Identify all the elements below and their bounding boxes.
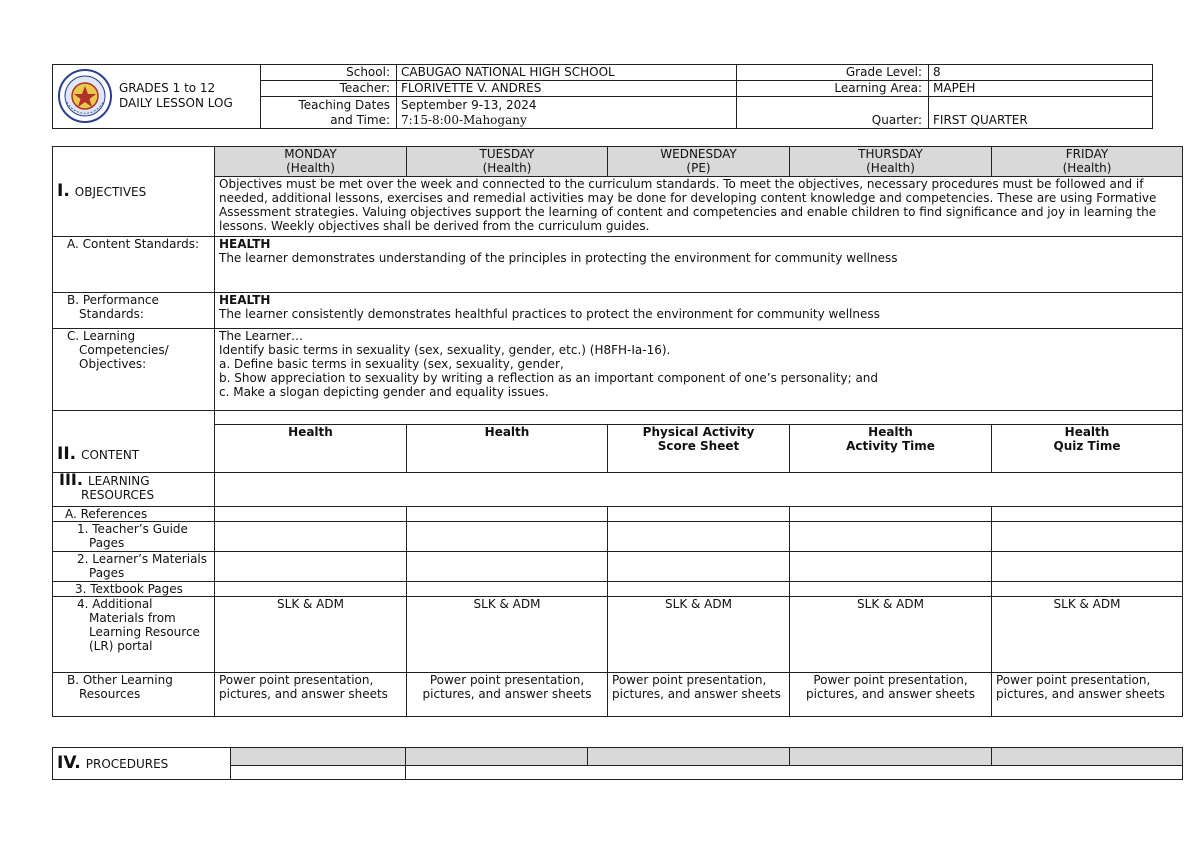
lr-tuesday: SLK & ADM: [407, 597, 608, 673]
log-title-line2: DAILY LESSON LOG: [119, 96, 233, 110]
header-table: [52, 64, 1153, 129]
day-sub: (Health): [482, 161, 532, 175]
content-roman: II.: [57, 444, 77, 464]
content-line1: Health: [288, 425, 333, 439]
deped-seal-icon: [57, 68, 113, 124]
other-resources-label-text: B. Other Learning Resources: [67, 673, 173, 701]
other-friday: Power point presentation, pictures, and answer sheets: [992, 673, 1183, 717]
competencies-line5: c. Make a slogan depicting gender and equality issues.: [219, 385, 549, 399]
content-line1: Health: [484, 425, 530, 439]
performance-standards-cell: [215, 293, 1183, 329]
log-title-line1: GRADES 1 to 12: [119, 81, 216, 95]
empty-cell: [790, 522, 992, 552]
teaching-dates-value: [397, 97, 737, 129]
performance-standards-label-text: B. Performance Standards:: [67, 293, 159, 321]
grade-level-value: 8: [929, 65, 1153, 81]
learning-resources-spacer: [215, 473, 1183, 507]
performance-standards-heading: HEALTH: [219, 293, 271, 307]
competencies-label-text: C. Learning Competencies/ Objectives:: [67, 329, 169, 371]
content-line1: Health: [868, 425, 913, 439]
learning-resources-label-cell: [53, 473, 215, 507]
empty-cell: [790, 507, 992, 522]
empty-cell: [790, 582, 992, 597]
empty-cell: [407, 552, 608, 582]
logo-cell: [53, 65, 261, 129]
empty-cell: [992, 522, 1183, 552]
content-standards-heading: HEALTH: [219, 237, 271, 251]
lr-thursday: SLK & ADM: [790, 597, 992, 673]
teacher-label: Teacher:: [261, 81, 397, 97]
content-tuesday: [407, 425, 608, 473]
content-line2: Score Sheet: [657, 439, 740, 453]
learning-resources-label: LEARNING RESOURCES: [81, 474, 155, 502]
day-sub: (Health): [286, 161, 335, 175]
teaching-dates-label: [261, 97, 397, 129]
day-name: WEDNESDAY: [660, 147, 737, 161]
content-monday: [215, 425, 407, 473]
empty-cell: [790, 552, 992, 582]
empty-cell: [608, 552, 790, 582]
other-thursday: Power point presentation, pictures, and answer sheets: [790, 673, 992, 717]
content-wednesday: [608, 425, 790, 473]
content-standards-text: The learner demonstrates understanding of the principles in protecting the environment for community wellness: [219, 251, 898, 265]
content-thursday: [790, 425, 992, 473]
content-line1: Health: [1064, 425, 1110, 439]
procedures-roman: IV.: [57, 753, 81, 773]
procedures-empty-cell: [231, 766, 406, 780]
teacher-value: FLORIVETTE V. ANDRES: [397, 81, 737, 97]
objectives-label-cell: [53, 147, 215, 237]
empty-cell: [407, 522, 608, 552]
teaching-dates-value-2: 7:15-8:00-Mahogany: [401, 112, 527, 127]
day-header-monday: [215, 147, 407, 177]
procedures-label: PROCEDURES: [85, 757, 169, 771]
empty-cell: [992, 552, 1183, 582]
teaching-dates-label-2: and Time:: [330, 112, 390, 127]
competencies-line4: b. Show appreciation to sexuality by writing a reflection as an important component of one’s personality; and: [219, 371, 879, 385]
day-name: MONDAY: [284, 147, 337, 161]
empty-cell: [215, 507, 407, 522]
day-header-wednesday: [608, 147, 790, 177]
empty-cell: [608, 507, 790, 522]
content-standards-cell: [215, 237, 1183, 293]
learning-area-label: Learning Area:: [737, 81, 929, 97]
content-label-cell: [53, 411, 215, 473]
learning-resources-roman: III.: [59, 472, 83, 489]
content-line1: Physical Activity: [642, 425, 755, 439]
competencies-line1: The Learner…: [219, 329, 303, 343]
content-friday: [992, 425, 1183, 473]
empty-cell: [608, 522, 790, 552]
procedures-head-cell: [790, 748, 992, 766]
procedures-head-cell: [406, 748, 588, 766]
objectives-roman: I.: [57, 181, 70, 201]
objectives-text: Objectives must be met over the week and connected to the curriculum standards. To meet the objectives, necessary procedures must be followed and if needed, additional lessons, exercises and remedial activities may be done for developing content knowledge and competencies. These are using Formative Assessment strategies. Valuing objectives support the learning of content and competencies and enable children to find significance and joy in learning the lessons. Weekly objectives shall be derived from the curriculum guides.: [215, 177, 1183, 237]
competencies-line2: Identify basic terms in sexuality (sex, sexuality, gender, etc.) (H8FH-Ia-16).: [219, 343, 671, 357]
competencies-cell: [215, 329, 1183, 411]
content-standards-label-text: A. Content Standards:: [67, 237, 200, 251]
day-sub: (PE): [686, 161, 711, 175]
lesson-log-table: [52, 146, 1183, 717]
teachers-guide-label-text: 1. Teacher’s Guide Pages: [77, 522, 188, 550]
school-label: School:: [261, 65, 397, 81]
learning-area-value: MAPEH: [929, 81, 1153, 97]
content-label: CONTENT: [81, 448, 140, 462]
textbook-pages-label: 3. Textbook Pages: [53, 582, 215, 597]
day-name: TUESDAY: [479, 147, 535, 161]
additional-materials-label: [53, 597, 215, 673]
day-sub: (Health): [866, 161, 915, 175]
teachers-guide-label: [53, 522, 215, 552]
empty-cell: [407, 582, 608, 597]
content-spacer: [215, 411, 1183, 425]
procedures-table: [52, 747, 1183, 780]
other-wednesday: Power point presentation, pictures, and answer sheets: [608, 673, 790, 717]
performance-standards-label: [53, 293, 215, 329]
other-monday: Power point presentation, pictures, and answer sheets: [215, 673, 407, 717]
content-line2: Activity Time: [846, 439, 935, 453]
procedures-head-cell: [992, 748, 1183, 766]
day-name: FRIDAY: [1065, 147, 1109, 161]
procedures-label-cell: [53, 748, 231, 780]
day-header-thursday: [790, 147, 992, 177]
empty-cell: [215, 552, 407, 582]
school-value: CABUGAO NATIONAL HIGH SCHOOL: [397, 65, 737, 81]
day-header-tuesday: [407, 147, 608, 177]
teaching-dates-value-1: September 9-13, 2024: [401, 97, 537, 112]
learners-materials-label-text: 2. Learner’s Materials Pages: [77, 552, 208, 580]
procedures-head-cell: [588, 748, 790, 766]
empty-cell: [608, 582, 790, 597]
content-standards-label: [53, 237, 215, 293]
day-name: THURSDAY: [858, 147, 923, 161]
empty-cell: [215, 522, 407, 552]
empty-cell: [992, 507, 1183, 522]
teaching-dates-label-1: Teaching Dates: [298, 97, 390, 112]
grade-level-label: Grade Level:: [737, 65, 929, 81]
learners-materials-label: [53, 552, 215, 582]
day-header-friday: [992, 147, 1183, 177]
log-title: [119, 81, 233, 111]
objectives-label: OBJECTIVES: [74, 185, 147, 199]
procedures-empty-cell: [406, 766, 1183, 780]
content-line2: Quiz Time: [1053, 439, 1121, 453]
empty-cell: [992, 582, 1183, 597]
empty-cell: [407, 507, 608, 522]
day-sub: (Health): [1062, 161, 1112, 175]
procedures-head-cell: [231, 748, 406, 766]
competencies-line3: a. Define basic terms in sexuality (sex, sexuality, gender,: [219, 357, 564, 371]
lr-wednesday: SLK & ADM: [608, 597, 790, 673]
performance-standards-text: The learner consistently demonstrates healthful practices to protect the environment for community wellness: [219, 307, 880, 321]
quarter-value: FIRST QUARTER: [929, 97, 1153, 129]
competencies-label: [53, 329, 215, 411]
additional-materials-label-text: 4. Additional Materials from Learning Resource (LR) portal: [77, 597, 200, 653]
lr-monday: SLK & ADM: [215, 597, 407, 673]
other-resources-label: [53, 673, 215, 717]
references-label: A. References: [53, 507, 215, 522]
lr-friday: SLK & ADM: [992, 597, 1183, 673]
quarter-label: Quarter:: [737, 97, 929, 129]
other-tuesday: Power point presentation, pictures, and answer sheets: [407, 673, 608, 717]
empty-cell: [215, 582, 407, 597]
